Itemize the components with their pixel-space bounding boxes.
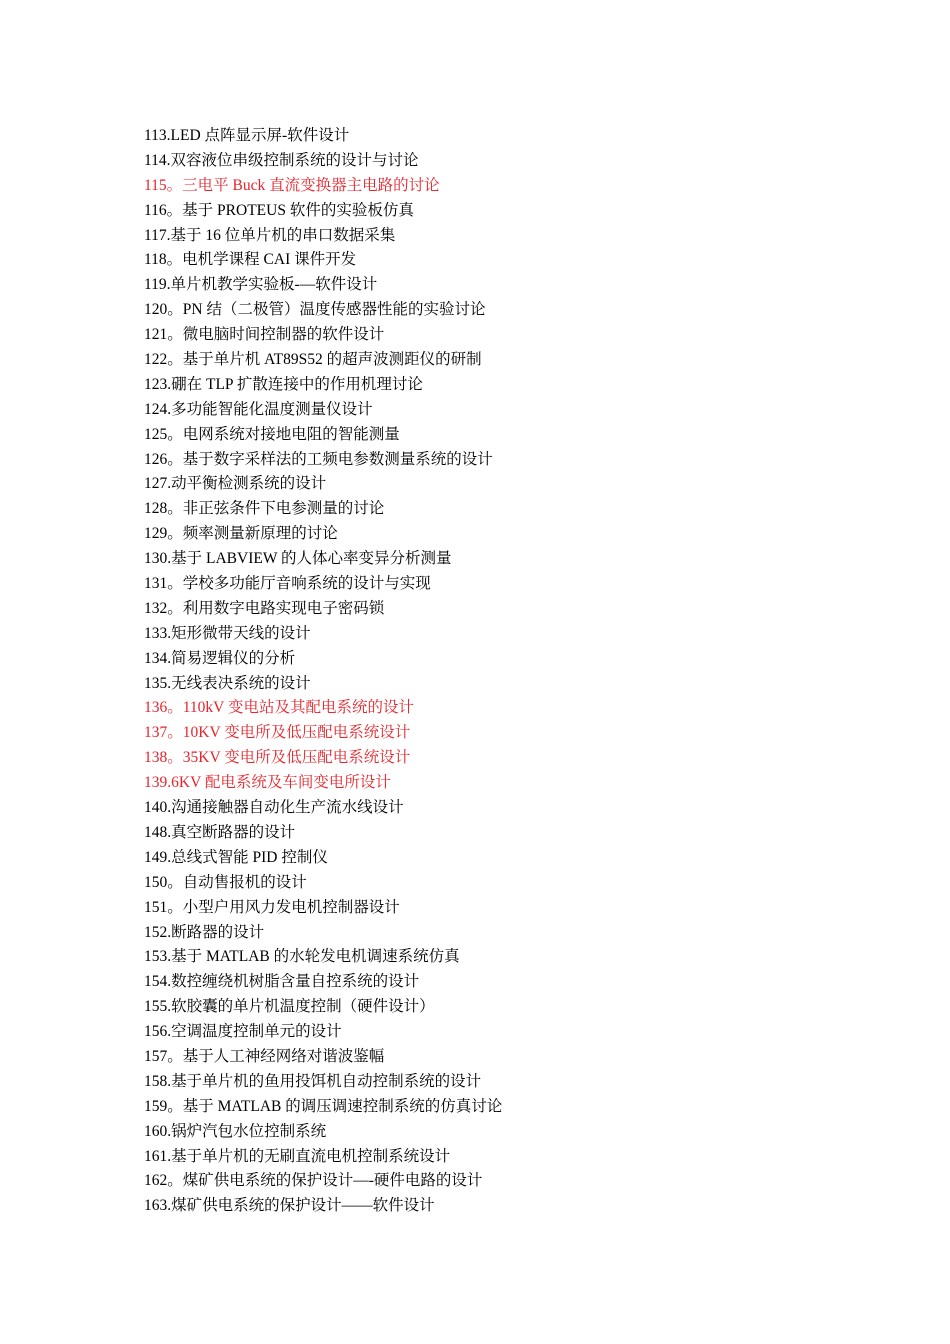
list-item: 132。利用数字电路实现电子密码锁 [144,599,385,617]
list-item: 131。学校多功能厅音响系统的设计与实现 [144,575,431,593]
topic-list [144,124,502,1219]
list-item: 152.断路器的设计 [144,923,265,941]
list-item: 151。小型户用风力发电机控制器设计 [144,898,400,916]
list-item: 148.真空断路器的设计 [144,823,296,841]
list-item: 130.基于 LABVIEW 的人体心率变异分析测量 [144,550,452,568]
list-item: 134.简易逻辑仪的分析 [144,649,296,667]
list-item: 153.基于 MATLAB 的水轮发电机调速系统仿真 [144,948,460,966]
list-item: 118。电机学课程 CAI 课件开发 [144,251,357,269]
list-item: 156.空调温度控制单元的设计 [144,1023,342,1041]
list-item-highlighted: 138。35KV 变电所及低压配电系统设计 [144,749,411,767]
list-item-highlighted: 115。三电平 Buck 直流变换器主电路的讨论 [144,176,440,194]
list-item: 159。基于 MATLAB 的调压调速控制系统的仿真讨论 [144,1097,503,1115]
list-item: 114.双容液位串级控制系统的设计与讨论 [144,151,419,169]
list-item: 160.锅炉汽包水位控制系统 [144,1122,327,1140]
list-item: 117.基于 16 位单片机的串口数据采集 [144,226,396,244]
list-item-highlighted: 139.6KV 配电系统及车间变电所设计 [144,774,391,792]
list-item: 125。电网系统对接地电阻的智能测量 [144,425,400,443]
list-item: 116。基于 PROTEUS 软件的实验板仿真 [144,201,414,219]
list-item-highlighted: 137。10KV 变电所及低压配电系统设计 [144,724,411,742]
list-item: 126。基于数字采样法的工频电参数测量系统的设计 [144,450,493,468]
list-item: 119.单片机教学实验板-—软件设计 [144,276,378,294]
list-item: 157。基于人工神经网络对谐波鉴幅 [144,1047,385,1065]
list-item: 140.沟通接触器自动化生产流水线设计 [144,799,404,817]
list-item: 154.数控缠绕机树脂含量自控系统的设计 [144,973,420,991]
list-item: 113.LED 点阵显示屏-软件设计 [144,127,350,144]
list-item: 135.无线表决系统的设计 [144,674,311,692]
list-item: 129。频率测量新原理的讨论 [144,525,338,543]
list-item: 122。基于单片机 AT89S52 的超声波测距仪的研制 [144,351,482,369]
list-item: 127.动平衡检测系统的设计 [144,475,327,493]
list-item: 120。PN 结（二极管）温度传感器性能的实验讨论 [144,301,486,319]
list-item: 158.基于单片机的鱼用投饵机自动控制系统的设计 [144,1072,482,1090]
list-item: 161.基于单片机的无刷直流电机控制系统设计 [144,1147,451,1165]
list-item: 133.矩形微带天线的设计 [144,624,311,642]
list-item: 163.煤矿供电系统的保护设计——软件设计 [144,1197,435,1215]
list-item: 150。自动售报机的设计 [144,873,307,891]
list-item: 128。非正弦条件下电参测量的讨论 [144,500,385,518]
list-item: 121。微电脑时间控制器的软件设计 [144,326,385,344]
list-item: 123.硼在 TLP 扩散连接中的作用机理讨论 [144,375,423,393]
list-item: 149.总线式智能 PID 控制仪 [144,848,328,866]
list-item: 162。煤矿供电系统的保护设计—-硬件电路的设计 [144,1172,483,1190]
list-item-highlighted: 136。110kV 变电站及其配电系统的设计 [144,699,414,717]
list-item: 155.软胶囊的单片机温度控制（硬件设计） [144,998,435,1016]
list-item: 124.多功能智能化温度测量仪设计 [144,400,373,418]
